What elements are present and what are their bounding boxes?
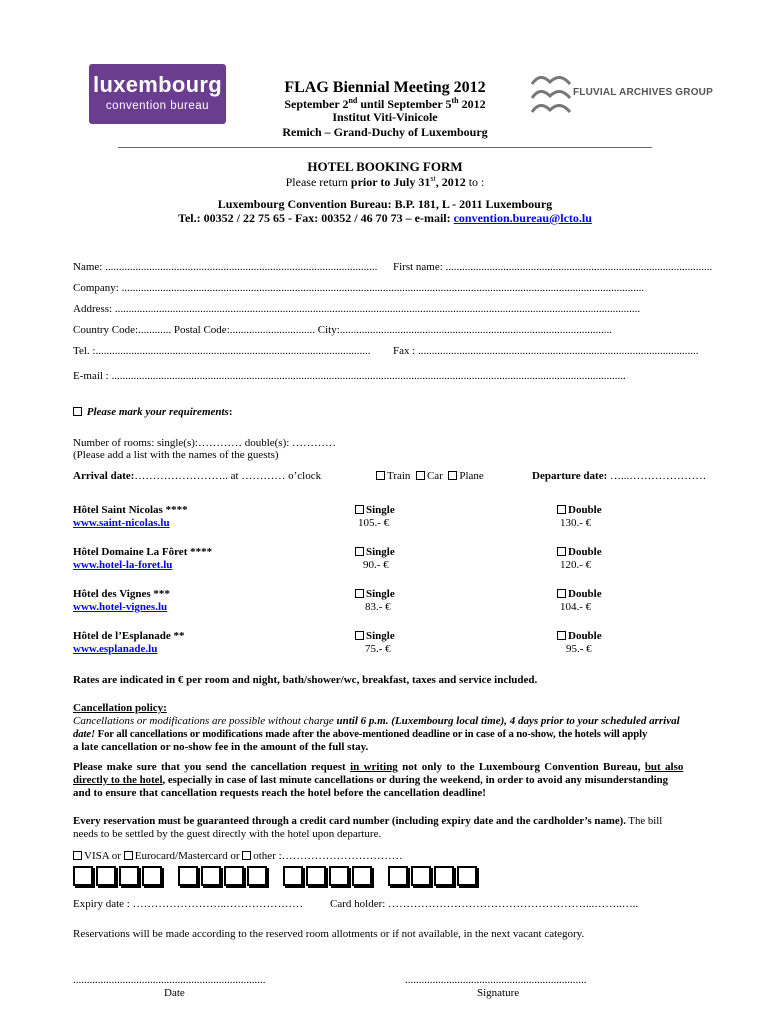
email-field[interactable]: E-mail : ...........................................................................................................................................................................................	[73, 370, 626, 382]
cancellation-notice: Please make sure that you send the cancellation request in writing not only to the Luxembourg Convention Bureau, but also directly to the hotel, especially in case of last minute cancellations or during the weekend, in order to avoid any misunderstanding and to ensure that cancellation requests reach the hotel before the cancellation deadline!	[73, 761, 684, 799]
double-option[interactable]: Double	[557, 630, 602, 642]
cancellation-heading: Cancellation policy:	[73, 702, 167, 714]
return-instructions: Please return prior to July 31st, 2012 to :	[285, 174, 485, 189]
meeting-location: Remich – Grand-Duchy of Luxembourg	[282, 125, 488, 139]
meeting-venue: Institut Viti-Vinicole	[332, 110, 438, 124]
single-checkbox[interactable]	[355, 505, 364, 514]
plane-checkbox[interactable]	[448, 471, 457, 480]
cardholder-field[interactable]: Card holder: ………………………………………………...……..…..	[330, 898, 639, 910]
transport-options	[376, 470, 484, 482]
requirements-checkbox[interactable]	[73, 407, 82, 416]
plane-label: Plane	[459, 470, 484, 482]
meeting-dates: September 2nd until September 5th 2012	[284, 96, 486, 111]
car-checkbox[interactable]	[416, 471, 425, 480]
tel-field[interactable]: Tel. :....................................................................................................	[73, 345, 371, 357]
bureau-address: Luxembourg Convention Bureau: B.P. 181, L - 2011 Luxembourg	[217, 197, 553, 211]
double-price: 95.- €	[566, 643, 592, 655]
double-price: 120.- €	[560, 559, 592, 571]
eurocard-label: Eurocard/Mastercard or	[134, 850, 240, 862]
single-option[interactable]: Single	[355, 588, 395, 600]
rates-note: Rates are indicated in € per room and night, bath/shower/wc, breakfast, taxes and service included.	[73, 674, 538, 686]
single-checkbox[interactable]	[355, 589, 364, 598]
company-field[interactable]: Company: ..............................................................................................................................................................................................	[73, 282, 645, 294]
double-option[interactable]: Double	[557, 546, 602, 558]
address-field[interactable]: Address: ...............................................................................................................................................................................................	[73, 303, 641, 315]
eurocard-checkbox[interactable]	[124, 851, 133, 860]
country-postal-city-field[interactable]: Country Code:............ Postal Code:............................... City:...................................................................................................	[73, 324, 613, 336]
single-option[interactable]: Single	[355, 630, 395, 642]
train-label: Train	[387, 470, 411, 482]
double-price: 104.- €	[560, 601, 592, 613]
single-price: 105.- €	[358, 517, 390, 529]
hotel-name: Hôtel des Vignes ***	[73, 588, 170, 600]
train-checkbox[interactable]	[376, 471, 385, 480]
double-checkbox[interactable]	[557, 631, 566, 640]
allotment-note: Reservations will be made according to the reserved room allotments or if not available, in the next vacant category.	[73, 928, 585, 940]
email-link[interactable]: convention.bureau@lcto.lu	[453, 211, 592, 225]
single-price: 75.- €	[365, 643, 391, 655]
single-option[interactable]: Single	[355, 546, 395, 558]
first-name-field[interactable]: First name: .................................................................................................	[393, 261, 713, 273]
visa-label: VISA or	[84, 850, 121, 862]
hotel-link[interactable]: www.hotel-vignes.lu	[73, 601, 168, 613]
double-option[interactable]: Double	[557, 588, 602, 600]
car-label: Car	[426, 470, 443, 482]
form-title: HOTEL BOOKING FORM	[307, 159, 463, 174]
cancellation-text: Cancellations or modifications are possible without charge until 6 p.m. (Luxembourg local time), 4 days prior to your scheduled arrival date! For all cancellations or modifications made after the above-mentioned deadline or in case of a no-show, the hotels will apply a late cancellation or no-show fee in the amount of the full stay.	[73, 715, 680, 753]
expiry-field[interactable]: Expiry date : ……………………..…………………	[73, 898, 304, 910]
double-checkbox[interactable]	[557, 589, 566, 598]
header-rule: _________________________________________________________________________________________	[118, 135, 652, 149]
hotel-name: Hôtel Saint Nicolas ****	[73, 504, 188, 516]
hotel-name: Hôtel de l’Esplanade **	[73, 630, 185, 642]
single-checkbox[interactable]	[355, 547, 364, 556]
signature-line[interactable]: ..................................................................	[405, 974, 587, 986]
card-type-options	[73, 850, 403, 862]
single-checkbox[interactable]	[355, 631, 364, 640]
double-checkbox[interactable]	[557, 547, 566, 556]
date-line[interactable]: ......................................................................	[73, 974, 266, 986]
payment-info: Every reservation must be guaranteed through a credit card number (including expiry date and the cardholder’s name). The bill needs to be settled by the guest directly with the hotel upon departure.	[73, 815, 663, 840]
hotel-name: Hôtel Domaine La Fôret ****	[73, 546, 213, 558]
single-option[interactable]: Single	[355, 504, 395, 516]
fluvial-archives-text: FLUVIAL ARCHIVES GROUP	[573, 87, 713, 98]
meeting-title: FLAG Biennial Meeting 2012	[284, 79, 486, 96]
visa-checkbox[interactable]	[73, 851, 82, 860]
hotel-link[interactable]: www.saint-nicolas.lu	[73, 517, 170, 529]
requirements-heading: Please mark your requirements:	[73, 406, 233, 418]
arrival-field[interactable]: Arrival date:…………………….. at ………… o’clock	[73, 470, 322, 482]
other-card-checkbox[interactable]	[242, 851, 251, 860]
bureau-contact: Tel.: 00352 / 22 75 65 - Fax: 00352 / 46 70 73 – e-mail: convention.bureau@lcto.lu	[178, 211, 592, 225]
logo-text-convention-bureau: convention bureau	[105, 100, 210, 112]
rooms-count-field[interactable]: Number of rooms: single(s):………… double(s): …………	[73, 437, 337, 449]
signature-label: Signature	[477, 987, 520, 999]
date-label: Date	[164, 987, 185, 999]
double-price: 130.- €	[560, 517, 592, 529]
other-card-field[interactable]: other :……………………………	[253, 850, 403, 862]
name-field[interactable]: Name: ...................................................................................................	[73, 261, 378, 273]
departure-field[interactable]: Departure date: …...…………………	[532, 470, 707, 482]
hotel-link[interactable]: www.esplanade.lu	[73, 643, 158, 655]
logo-text-luxembourg: luxembourg	[93, 72, 222, 97]
hotel-link[interactable]: www.hotel-la-foret.lu	[73, 559, 173, 571]
rooms-note: (Please add a list with the names of the guests)	[73, 449, 279, 461]
double-option[interactable]: Double	[557, 504, 602, 516]
fax-field[interactable]: Fax : ......................................................................................................	[393, 345, 699, 357]
single-price: 83.- €	[365, 601, 391, 613]
card-number-boxes[interactable]	[73, 866, 480, 891]
double-checkbox[interactable]	[557, 505, 566, 514]
single-price: 90.- €	[363, 559, 389, 571]
